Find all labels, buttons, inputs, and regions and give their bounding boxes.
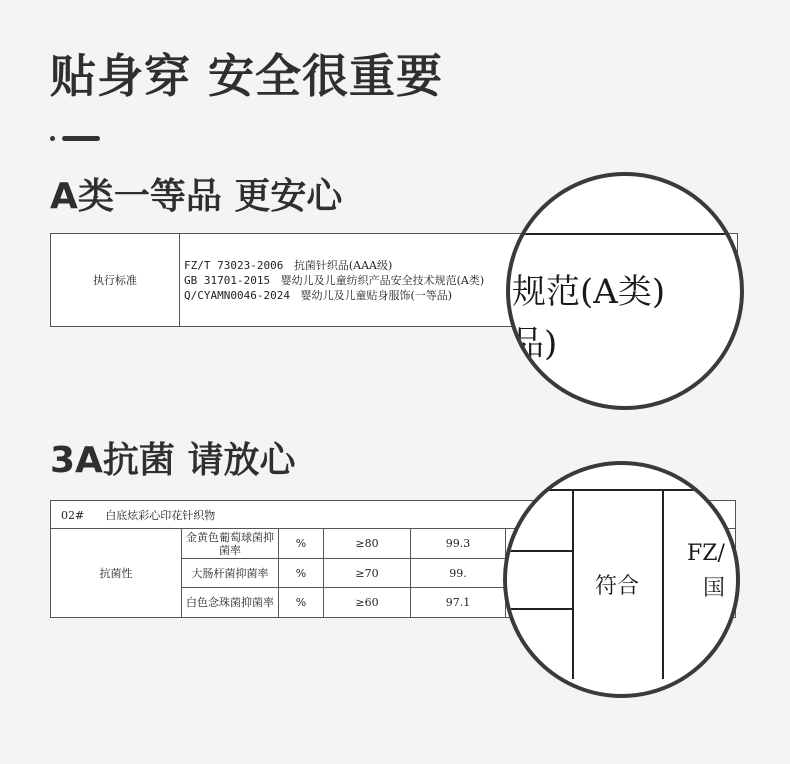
zoom-standard-line2: 国 — [703, 576, 726, 601]
test-item: 白色念珠菌抑菌率 — [182, 587, 279, 617]
test-result: 99. — [411, 559, 506, 587]
zoom-standard-line1: FZ/ — [687, 541, 725, 566]
page-title: 贴身穿 安全很重要 — [50, 49, 444, 103]
zoom-table-border — [510, 233, 740, 235]
zoom-text-line2: 品) — [510, 324, 558, 364]
standard-row: Q/CYAMN0046-2024 婴幼儿及儿童贴身服饰(一等品) — [184, 288, 453, 302]
zoom-column-line — [662, 489, 664, 679]
test-item: 金黄色葡萄球菌抑菌率 — [182, 529, 279, 559]
standard-row: GB 31701-2015 婴幼儿及儿童纺织产品安全技术规范(A类) — [184, 273, 485, 287]
section-title-grade: A类一等品 更安心 — [50, 176, 343, 217]
zoom-row-line — [507, 550, 573, 552]
standard-row: FZ/T 73023-2006 抗菌针织品(AAA级) — [184, 258, 393, 272]
test-requirement: ≥80 — [324, 529, 411, 559]
test-result: 99.3 — [411, 529, 506, 559]
zoom-table-border — [507, 489, 737, 491]
test-unit: % — [279, 529, 324, 559]
standards-label: 执行标准 — [51, 234, 180, 327]
test-requirement: ≥70 — [324, 559, 411, 587]
test-unit: % — [279, 559, 324, 587]
magnifier-standards — [506, 172, 744, 410]
zoom-row-line — [507, 608, 573, 610]
section-title-antibacterial: 3A抗菌 请放心 — [50, 440, 296, 481]
test-item: 大肠杆菌抑菌率 — [182, 559, 279, 587]
test-unit: % — [279, 587, 324, 617]
magnifier-verdict — [503, 461, 740, 698]
property-label: 抗菌性 — [51, 529, 182, 618]
zoom-text-line1: 规范(A类) — [512, 272, 666, 312]
product-header: 02# 白底炫彩心印花针织物 — [51, 501, 736, 529]
divider-line — [62, 136, 100, 141]
test-requirement: ≥60 — [324, 587, 411, 617]
zoom-column-line — [572, 489, 574, 679]
divider-dot — [50, 136, 55, 141]
decorative-divider — [50, 136, 100, 141]
zoom-verdict: 符合 — [595, 574, 640, 599]
test-result: 97.1 — [411, 587, 506, 617]
